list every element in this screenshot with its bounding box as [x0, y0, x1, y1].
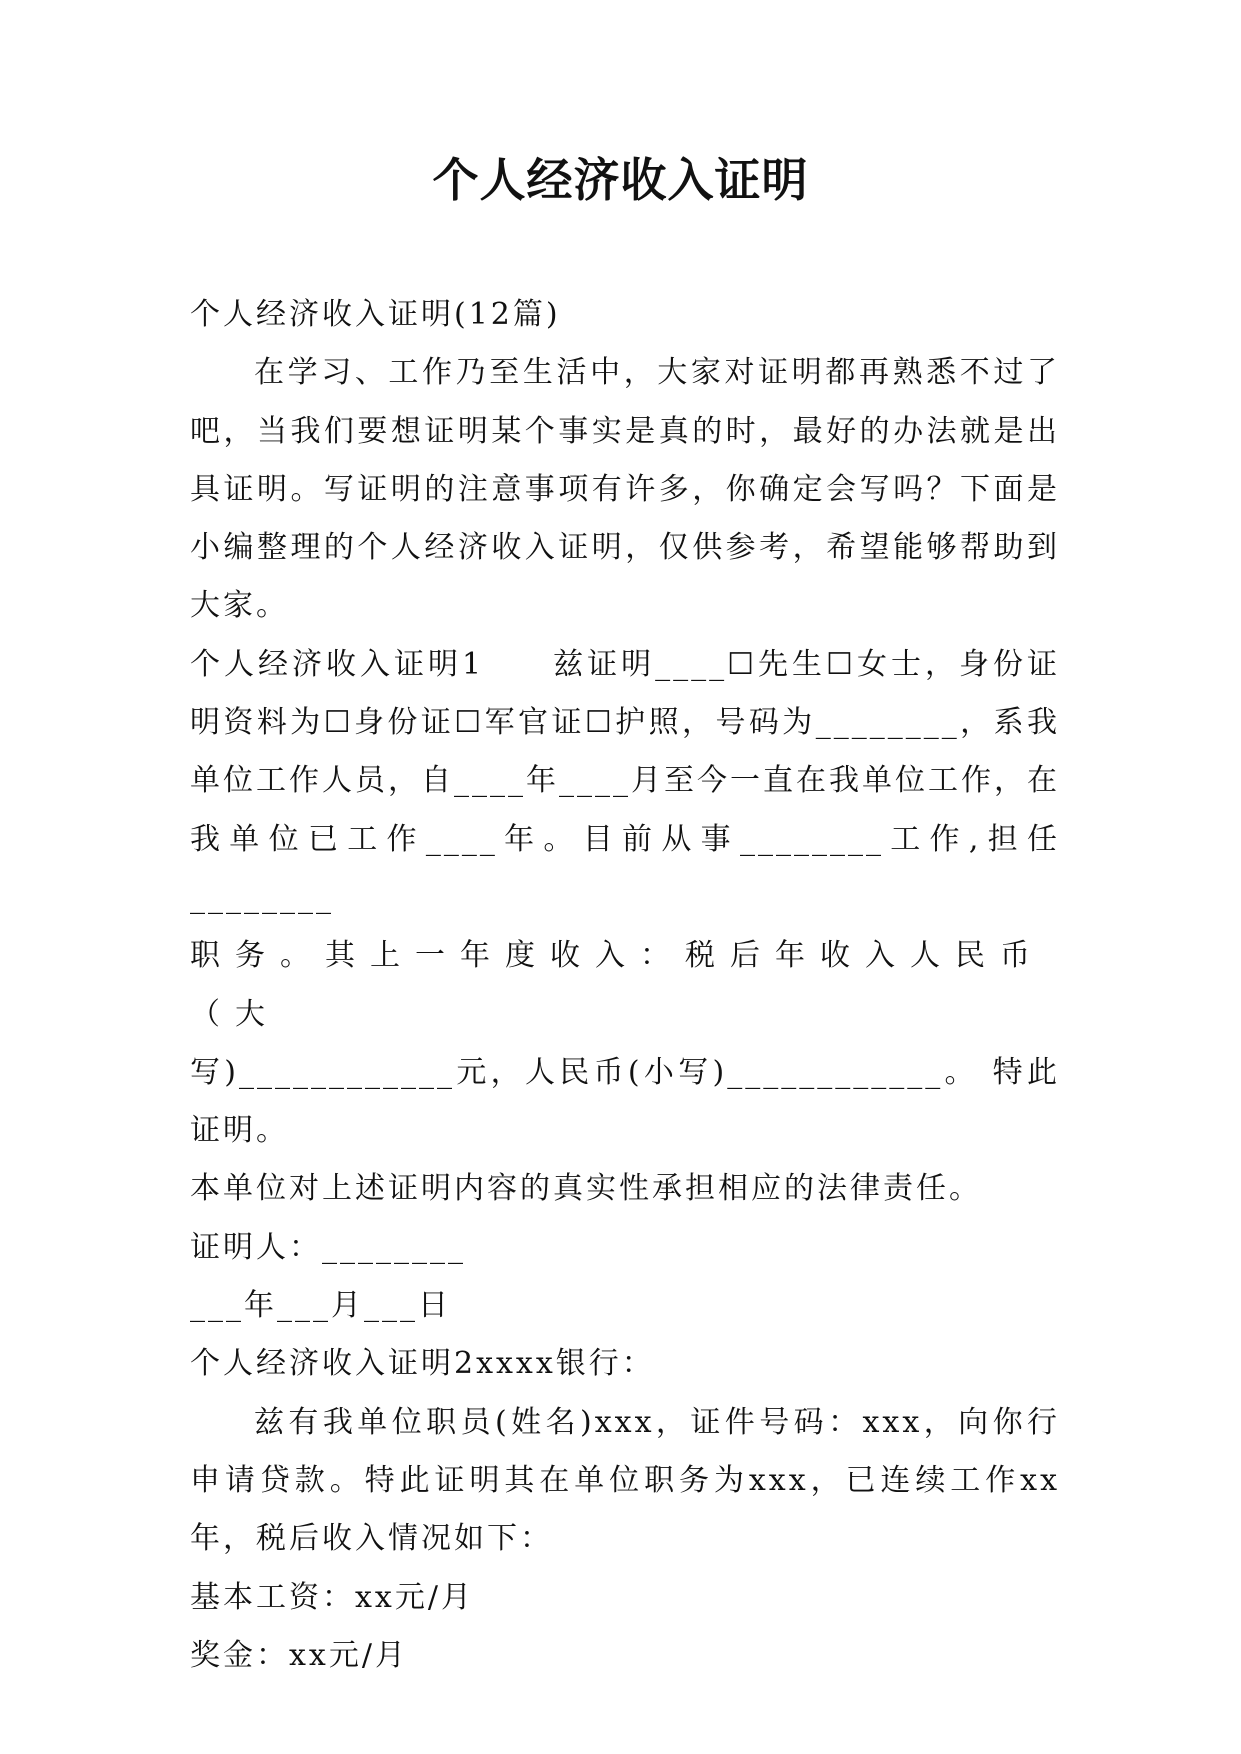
cert2-body: 兹有我单位职员(姓名)xxx，证件号码：xxx，向你行申请贷款。特此证明其在单位职务为xxx，已连续工作xx年，税后收入情况如下： [190, 1404, 1060, 1557]
cert1-certifier: 证明人：________ [190, 1229, 466, 1265]
cert2-basic-salary: 基本工资：xx元/月 [190, 1579, 474, 1615]
document-subtitle: 个人经济收入证明(12篇) [190, 297, 561, 332]
cert1-date: ___年___月___日 [190, 1288, 451, 1324]
intro-paragraph: 在学习、工作乃至生活中，大家对证明都再熟悉不过了吧，当我们要想证明某个事实是真的时，最好的办法就是出具证明。写证明的注意事项有许多，你确定会写吗？下面是小编整理的个人经济收入证明，仅供参考，希望能够帮助到大家。 [190, 355, 1060, 624]
page-title: 个人经济收入证明 [432, 153, 809, 207]
document-body [190, 286, 1060, 1685]
cert1-liability: 本单位对上述证明内容的真实性承担相应的法律责任。 [190, 1171, 982, 1207]
cert2-bonus: 奖金：xx元/月 [190, 1637, 408, 1673]
cert1-body: 个人经济收入证明1 兹证明____☐先生☐女士，身份证明资料为☐身份证☐军官证☐护照，号码为________，系我单位工作人员，自____年____月至今一直在我单位工作，在我单位已工作____年。目前从事________工作,担任________ [190, 646, 1060, 915]
cert1-income-line: 职务。其上一年度收入：税后年收入人民币（大 [190, 938, 1045, 1032]
cert1-income-amount: 写)____________元，人民币(小写)____________。 特此证明。 [190, 1054, 1060, 1149]
cert2-heading: 个人经济收入证明2xxxx银行： [190, 1346, 655, 1382]
